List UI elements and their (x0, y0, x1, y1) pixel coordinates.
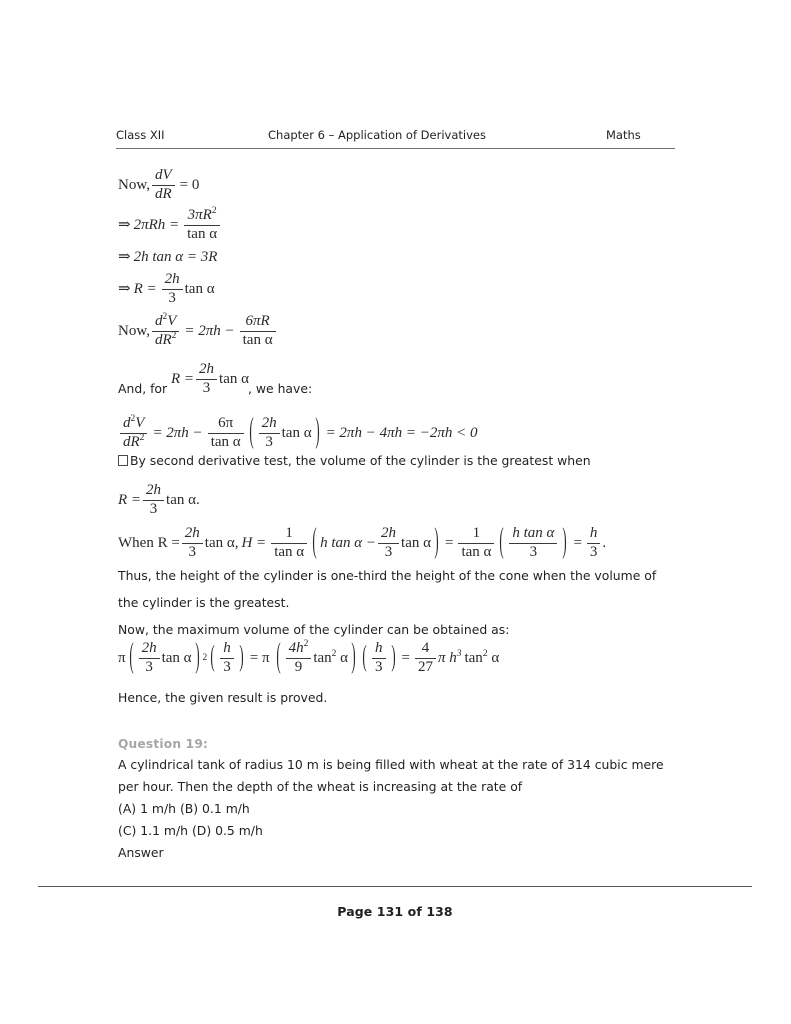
question-line-2: per hour. Then the depth of the wheat is increasing at the rate of (118, 779, 523, 794)
equation-second-derivative-eval (118, 412, 480, 451)
eq9-equals-3: = (573, 534, 582, 551)
eq10-f2-denominator: 3 (223, 659, 231, 676)
eq5-f2-numerator: 6πR (245, 313, 270, 329)
eq9-f1-numerator: 2h (184, 525, 200, 541)
eq10-f4-denominator: 3 (375, 659, 383, 676)
eq5-lead: Now, (118, 322, 150, 339)
eq9-f5-denominator: 3 (529, 544, 538, 561)
eq4-tail: tan α (184, 280, 215, 297)
open-paren: ( (275, 638, 281, 676)
eq9-f5-numerator: h tan α (512, 525, 555, 541)
eq1-lead: Now, (118, 176, 150, 193)
eq10-tail-text: π h (437, 649, 457, 666)
eq10-tail (437, 648, 462, 666)
eq10-tan-2 (313, 648, 348, 666)
and-for-label: And, for (118, 381, 168, 396)
eq10-t1: tan α (161, 649, 192, 666)
now-max-volume-line: Now, the maximum volume of the cylinder can be obtained as: (118, 622, 510, 637)
eq6-numerator: 2h (199, 361, 215, 377)
eq10-tan-exp: 2 (331, 648, 337, 659)
eq9-when: When R = (118, 534, 180, 551)
thus-line-1: Thus, the height of the cylinder is one-third the height of the cone when the volume of (118, 568, 657, 583)
eq4-denominator: 3 (168, 290, 176, 307)
eq8-tail: tan α. (166, 491, 200, 508)
close-paren: ) (390, 641, 396, 673)
equation-dv-dr-zero (118, 168, 202, 203)
eq7-f2-denominator: tan α (210, 434, 241, 451)
eq1-numerator: dV (154, 167, 172, 183)
open-paren: ( (249, 413, 254, 451)
thus-line-2: the cylinder is the greatest. (118, 595, 290, 610)
open-paren: ( (499, 523, 505, 561)
eq9-t1: tan α, (204, 534, 239, 551)
eq5-num-exp: 2 (162, 312, 168, 322)
eq10-f1-numerator: 2h (141, 640, 157, 656)
open-paren: ( (210, 641, 215, 673)
answer-label: Answer (118, 845, 164, 860)
eq7-f3-numerator: 2h (261, 415, 277, 431)
eq10-tan-alpha: α (340, 649, 348, 666)
eq6-lhs: R = (171, 370, 195, 387)
eq7-num-exp: 2 (130, 414, 136, 424)
eq10-tail3-alpha: α (491, 649, 500, 666)
eq2-arrow: ⇒ (118, 216, 131, 233)
eq10-f3-numerator (286, 641, 312, 657)
eq10-f4-numerator: h (375, 640, 383, 656)
eq10-f3-denominator: 9 (294, 659, 303, 676)
header-class: Class XII (116, 128, 165, 142)
eq7-den-dr: dR (123, 434, 140, 451)
close-paren: ) (239, 641, 244, 673)
open-paren: ( (362, 641, 367, 673)
header-subject: Maths (606, 128, 641, 142)
eq9-f6-denominator: 3 (589, 544, 598, 561)
question-options-line-1: (A) 1 m/h (B) 0.1 m/h (118, 801, 250, 816)
eq3-arrow: ⇒ (118, 249, 131, 265)
eq9-f1-denominator: 3 (188, 544, 197, 561)
close-paren: ) (314, 413, 320, 451)
eq7-equals: = 2πh − (152, 424, 203, 441)
missing-glyph-box-icon (118, 455, 128, 466)
close-paren: ) (351, 638, 356, 676)
eq8-lhs: R = (118, 491, 142, 508)
eq1-rhs: = 0 (179, 176, 200, 193)
eq9-h-var: H = (241, 534, 267, 551)
eq6-tail: tan α (219, 370, 249, 387)
eq10-f3-num-text: 4h (288, 640, 304, 656)
eq10-f2-numerator: h (223, 640, 231, 656)
eq7-denominator (120, 434, 147, 450)
eq5-denominator (152, 332, 179, 348)
footer-divider (38, 886, 752, 887)
eq9-equals-2: = (444, 534, 454, 551)
eq5-den-exp: 2 (171, 331, 177, 342)
eq5-f2-denominator: tan α (242, 332, 273, 349)
close-paren: ) (194, 638, 200, 676)
eq10-tan-word: tan (313, 649, 332, 666)
eq7-result: = 2πh − 4πh = −2πh < 0 (325, 424, 478, 441)
header-chapter: Chapter 6 – Application of Derivatives (268, 128, 486, 142)
eq9-f2-numerator: 1 (285, 525, 293, 541)
second-derivative-test-text: By second derivative test, the volume of the cylinder is the greatest when (130, 453, 591, 468)
eq5-num-v: V (167, 313, 177, 329)
open-paren: ( (128, 638, 134, 676)
eq3-text: 2h tan α = 3R (133, 249, 218, 265)
eq10-tail2-text: tan (464, 649, 483, 666)
equation-inline-r-value (171, 362, 249, 397)
eq9-inner1: h tan α − (320, 534, 377, 551)
equation-maximum-volume: π ( $\frac{2h}{3}$ tan α ) 2 ( $\frac{h}{3}$ ) = π ( $\frac{4h^2}{9}$ $\tan^2 \alpha$ ) ( $\frac{h}{3}$ ) = $\frac{4}{27}$ π $h^3$ $\tan^2 \alpha$ (118, 641, 502, 676)
equation-2pirh (118, 208, 222, 243)
hence-proved-line: Hence, the given result is proved. (118, 690, 328, 705)
open-paren: ( (312, 523, 317, 561)
eq9-f3-denominator: 3 (384, 544, 393, 561)
eq7-num-v: V (135, 415, 145, 431)
question-label: Question 19: (118, 737, 209, 751)
eq9-f6-numerator: h (589, 525, 598, 541)
eq7-inner-tail: tan α (281, 424, 312, 441)
eq2-numerator (185, 208, 220, 224)
eq5-numerator (152, 314, 179, 330)
eq10-f5-denominator: 27 (417, 659, 433, 676)
page-number: Page 131 of 138 (337, 904, 453, 919)
eq2-denominator: tan α (187, 226, 218, 243)
eq10-pi: π (118, 649, 126, 666)
eq10-f5-numerator: 4 (421, 640, 430, 656)
eq10-f1-denominator: 3 (145, 659, 153, 676)
eq10-equals-2: = (401, 649, 410, 666)
eq9-period: . (602, 534, 607, 551)
eq2-lhs: 2πRh = (133, 216, 180, 233)
eq6-denominator: 3 (202, 380, 211, 397)
eq2-num-exponent: 2 (211, 206, 217, 216)
eq7-f2-numerator: 6π (218, 415, 234, 431)
eq4-lhs: R = (133, 280, 157, 297)
equation-second-derivative (118, 314, 278, 349)
eq10-tail-exp: 3 (456, 648, 462, 659)
eq5-den-dr: dR (154, 332, 172, 349)
close-paren: ) (562, 523, 568, 561)
question-line-1: A cylindrical tank of radius 10 m is being filled with wheat at the rate of 314 cubic mere (118, 757, 664, 772)
eq4-arrow: ⇒ (118, 280, 131, 297)
eq10-tail-2 (461, 648, 502, 666)
equation-r-final (118, 483, 200, 518)
eq7-f3-denominator: 3 (265, 434, 273, 451)
eq5-mid: = 2πh − (184, 322, 235, 339)
question-options-line-2: (C) 1.1 m/h (D) 0.5 m/h (118, 823, 263, 838)
we-have-label: , we have: (248, 381, 313, 396)
eq10-f3-num-exp: 2 (303, 639, 309, 649)
header-divider (116, 148, 675, 149)
eq1-denominator: dR (154, 186, 172, 203)
eq10-tail2-exp: 2 (482, 648, 488, 659)
eq9-f2-denominator: tan α (274, 544, 305, 561)
eq10-equals-1: = π (249, 649, 270, 666)
running-header (116, 128, 676, 150)
second-derivative-test-line (118, 455, 591, 467)
eq9-f3-numerator: 2h (381, 525, 397, 541)
eq4-numerator: 2h (164, 271, 180, 287)
eq9-f4-numerator: 1 (472, 525, 481, 541)
equation-2h-tan-alpha (118, 246, 220, 265)
equation-when-r-height (118, 523, 607, 561)
eq9-f4-denominator: tan α (461, 544, 492, 561)
eq7-den-exp: 2 (139, 433, 145, 444)
eq8-numerator: 2h (146, 482, 162, 498)
equation-r-equals (118, 272, 215, 307)
eq7-num-d: d (123, 415, 131, 431)
eq9-inner2: tan α (401, 534, 431, 551)
eq7-numerator (120, 416, 147, 432)
eq8-denominator: 3 (149, 501, 158, 518)
eq2-num-text: 3πR (187, 207, 212, 223)
eq5-num-d: d (154, 313, 163, 329)
close-paren: ) (434, 523, 439, 561)
